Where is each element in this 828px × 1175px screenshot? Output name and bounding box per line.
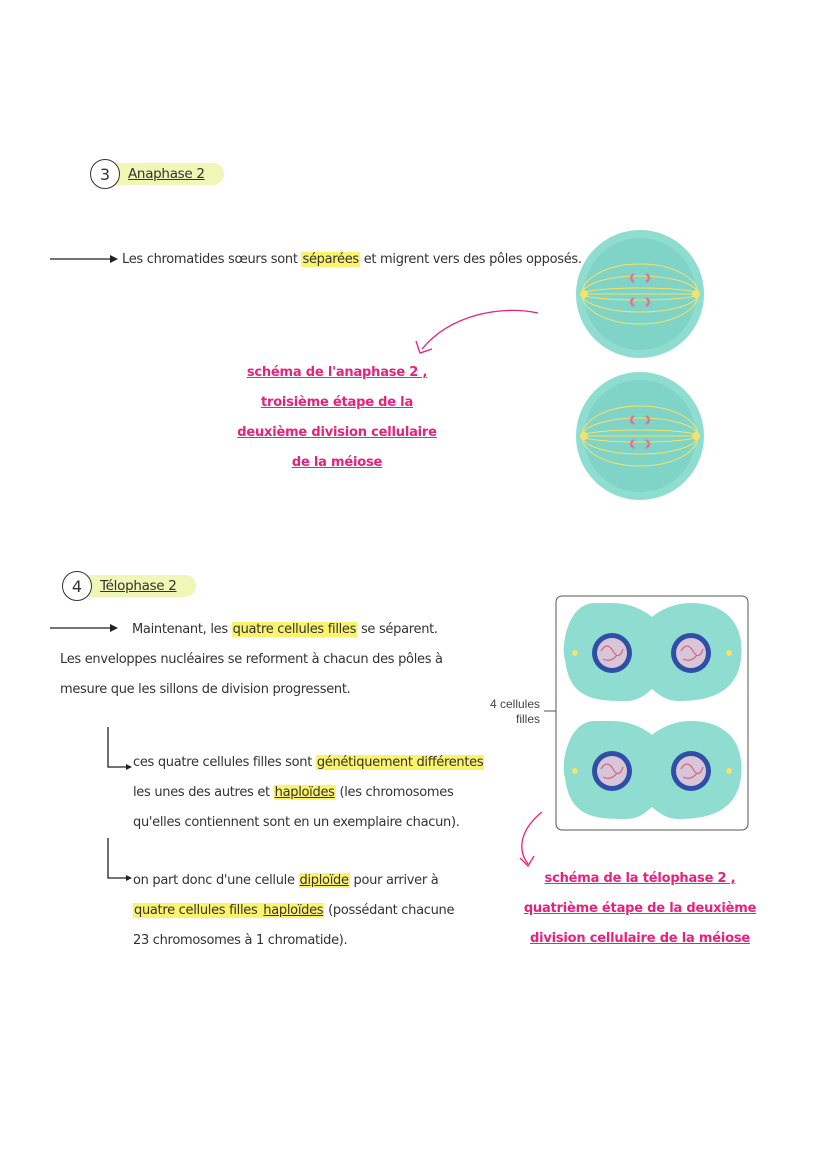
curved-arrow-icon [512, 808, 552, 870]
bullet-2-line [133, 873, 438, 888]
text-segment: ces quatre cellules filles sont [133, 755, 316, 770]
bullet-1-line [133, 755, 484, 770]
highlighted-term: séparées [302, 252, 359, 267]
telophase-line: Les enveloppes nucléaires se reforment à chacun des pôles à [60, 652, 443, 667]
anaphase-caption [222, 358, 452, 478]
telophase-cells-illustration [555, 595, 749, 831]
arrow-right-icon [50, 253, 120, 265]
highlighted-term: haploïdes [263, 903, 324, 918]
text-segment: se séparent. [357, 622, 438, 637]
caption-line: schéma de la télophase 2 , [544, 871, 736, 886]
caption-line: division cellulaire de la méiose [529, 931, 751, 946]
text-segment: Maintenant, les [132, 622, 232, 637]
text-segment: Les chromatides sœurs sont [122, 252, 302, 267]
figure-label-line: 4 cellules [489, 697, 540, 711]
bullet-1-line [133, 785, 453, 800]
anaphase-cells-illustration [570, 228, 710, 508]
caption-line: quatrième étape de la deuxième [523, 901, 757, 916]
caption-line: de la méiose [291, 455, 383, 470]
text-segment: et migrent vers des pôles opposés. [359, 252, 582, 267]
text-segment: (possédant chacune [324, 903, 455, 918]
bullet-2-line: 23 chromosomes à 1 chromatide). [133, 933, 348, 948]
text-segment: pour arriver à [349, 873, 439, 888]
anaphase-cell [576, 230, 704, 358]
text-segment: (les chromosomes [335, 785, 454, 800]
dividing-cell [564, 603, 742, 701]
section-number-4: 4 [62, 571, 92, 601]
section-3-heading [90, 159, 224, 189]
telophase-line: mesure que les sillons de division progressent. [60, 682, 351, 697]
section-3-title: Anaphase 2 [106, 163, 224, 185]
highlighted-term: haploïdes [274, 785, 335, 800]
section-4-title: Télophase 2 [78, 575, 196, 597]
highlighted-term: génétiquement différentes [316, 755, 484, 770]
figure-label-line: filles [515, 712, 540, 726]
caption-line: deuxième division cellulaire [237, 425, 437, 440]
figure-label [470, 697, 540, 727]
anaphase-cell [576, 372, 704, 500]
curved-arrow-icon [410, 305, 545, 360]
text-segment: on part donc d'une cellule [133, 873, 299, 888]
dividing-cell [564, 721, 742, 819]
highlighted-term: quatre cellules filles [134, 903, 262, 918]
bullet-arrow-icon [104, 727, 134, 775]
highlighted-term: diploïde [299, 873, 349, 888]
text-segment: les unes des autres et [133, 785, 274, 800]
anaphase-sentence [122, 252, 582, 267]
telophase-caption [515, 864, 765, 954]
bullet-1-line: qu'elles contiennent sont en un exemplaire chacun). [133, 815, 460, 830]
bullet-2-line [133, 903, 454, 918]
section-number-3: 3 [90, 159, 120, 189]
caption-line: troisième étape de la [260, 395, 414, 410]
caption-line: schéma de l'anaphase 2 , [246, 365, 428, 380]
bullet-arrow-icon [104, 838, 134, 886]
arrow-right-icon [50, 622, 120, 634]
telophase-intro [132, 622, 438, 637]
section-4-heading [62, 571, 196, 601]
highlighted-term: quatre cellules filles [232, 622, 357, 637]
